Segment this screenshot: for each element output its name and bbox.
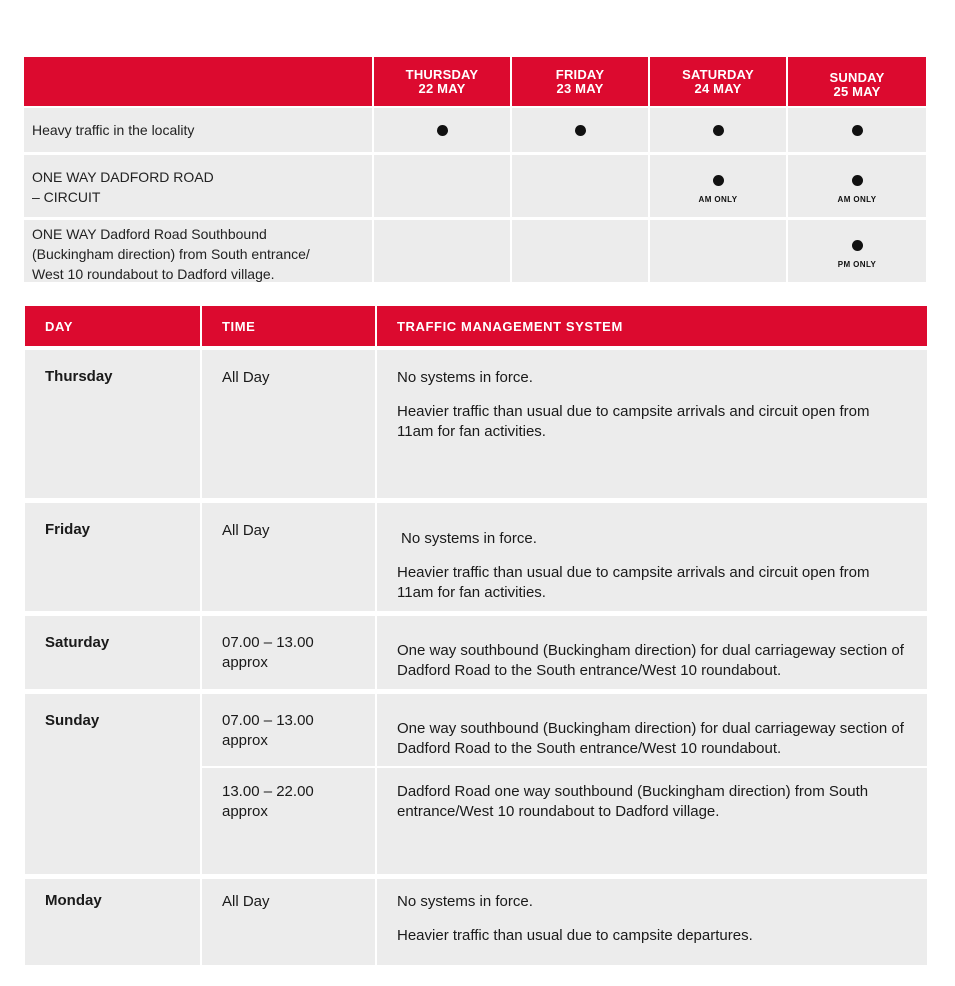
sunday-slot: [202, 694, 927, 768]
row-label: Heavy traffic in the locality: [24, 108, 374, 152]
table-row: [25, 879, 927, 965]
bullet-dot-icon: [713, 125, 724, 136]
mark-cell: [512, 108, 650, 152]
table-row: [24, 220, 926, 285]
table-row: [25, 694, 927, 879]
system-cell: No systems in force. Heavier traffic than usual due to campsite departures.: [397, 893, 753, 944]
mark-cell: [650, 155, 788, 217]
table-row: [24, 108, 926, 155]
time-cell: 13.00 – 22.00 approx: [202, 768, 377, 874]
header-time: TIME: [202, 306, 377, 346]
bullet-dot-icon: [852, 125, 863, 136]
system-cell: Dadford Road one way southbound (Buckingham direction) from South entrance/West 10 roundabout to Dadford village.: [397, 783, 869, 820]
bullet-dot-icon: [437, 125, 448, 136]
time-cell: All Day: [202, 879, 377, 965]
day-cell: Monday: [25, 879, 202, 965]
table-row: [24, 155, 926, 220]
day-cell: Thursday: [25, 350, 202, 498]
mark-cell: [374, 220, 512, 282]
mark-cell: [788, 108, 926, 152]
mark-cell: [788, 220, 926, 282]
header-friday: FRIDAY 23 MAY: [512, 57, 650, 106]
system-cell: No systems in force. Heavier traffic than usual due to campsite arrivals and circuit open from 11am for fan activities.: [397, 530, 870, 601]
mark-cell: [374, 108, 512, 152]
table-row: [25, 503, 927, 616]
header-day: DAY: [25, 306, 202, 346]
day-cell: Friday: [25, 503, 202, 611]
header-thursday: THURSDAY 22 MAY: [374, 57, 512, 106]
header-saturday: SATURDAY 24 MAY: [650, 57, 788, 106]
sunday-slots: [202, 694, 927, 874]
pm-only-note: PM ONLY: [837, 259, 877, 269]
sunday-slot: [202, 768, 927, 874]
traffic-management-header: [25, 306, 927, 350]
time-cell: All Day: [202, 350, 377, 498]
row-label: ONE WAY DADFORD ROAD – CIRCUIT: [24, 155, 374, 217]
time-cell: 07.00 – 13.00 approx: [202, 694, 377, 766]
am-only-note: AM ONLY: [837, 194, 877, 204]
bullet-dot-icon: [713, 175, 724, 186]
day-cell: Saturday: [25, 616, 202, 689]
header-system: TRAFFIC MANAGEMENT SYSTEM: [397, 318, 623, 334]
system-cell: One way southbound (Buckingham direction) for dual carriageway section of Dadford Road to the South entrance/West 10 roundabout.: [397, 720, 904, 757]
header-blank-cell: [24, 57, 374, 106]
traffic-days-header: [24, 57, 926, 108]
bullet-dot-icon: [575, 125, 586, 136]
am-only-note: AM ONLY: [698, 194, 738, 204]
row-label: ONE WAY Dadford Road Southbound (Buckingham direction) from South entrance/ West 10 roundabout to Dadford village.: [24, 220, 374, 282]
mark-cell: [374, 155, 512, 217]
mark-cell: [788, 155, 926, 217]
day-cell: Sunday: [25, 694, 202, 874]
time-cell: 07.00 – 13.00 approx: [202, 616, 377, 689]
table-row: [25, 350, 927, 503]
bullet-dot-icon: [852, 175, 863, 186]
traffic-management-table: [25, 306, 927, 965]
system-cell: No systems in force. Heavier traffic than usual due to campsite arrivals and circuit open from 11am for fan activities.: [397, 369, 870, 440]
table-row: [25, 616, 927, 694]
system-cell: One way southbound (Buckingham direction) for dual carriageway section of Dadford Road to the South entrance/West 10 roundabout.: [397, 642, 904, 679]
mark-cell: [650, 220, 788, 282]
mark-cell: [650, 108, 788, 152]
header-sunday: SUNDAY 25 MAY: [829, 69, 885, 99]
bullet-dot-icon: [852, 240, 863, 251]
traffic-days-table: [24, 57, 926, 285]
time-cell: All Day: [202, 503, 377, 611]
mark-cell: [512, 155, 650, 217]
mark-cell: [512, 220, 650, 282]
